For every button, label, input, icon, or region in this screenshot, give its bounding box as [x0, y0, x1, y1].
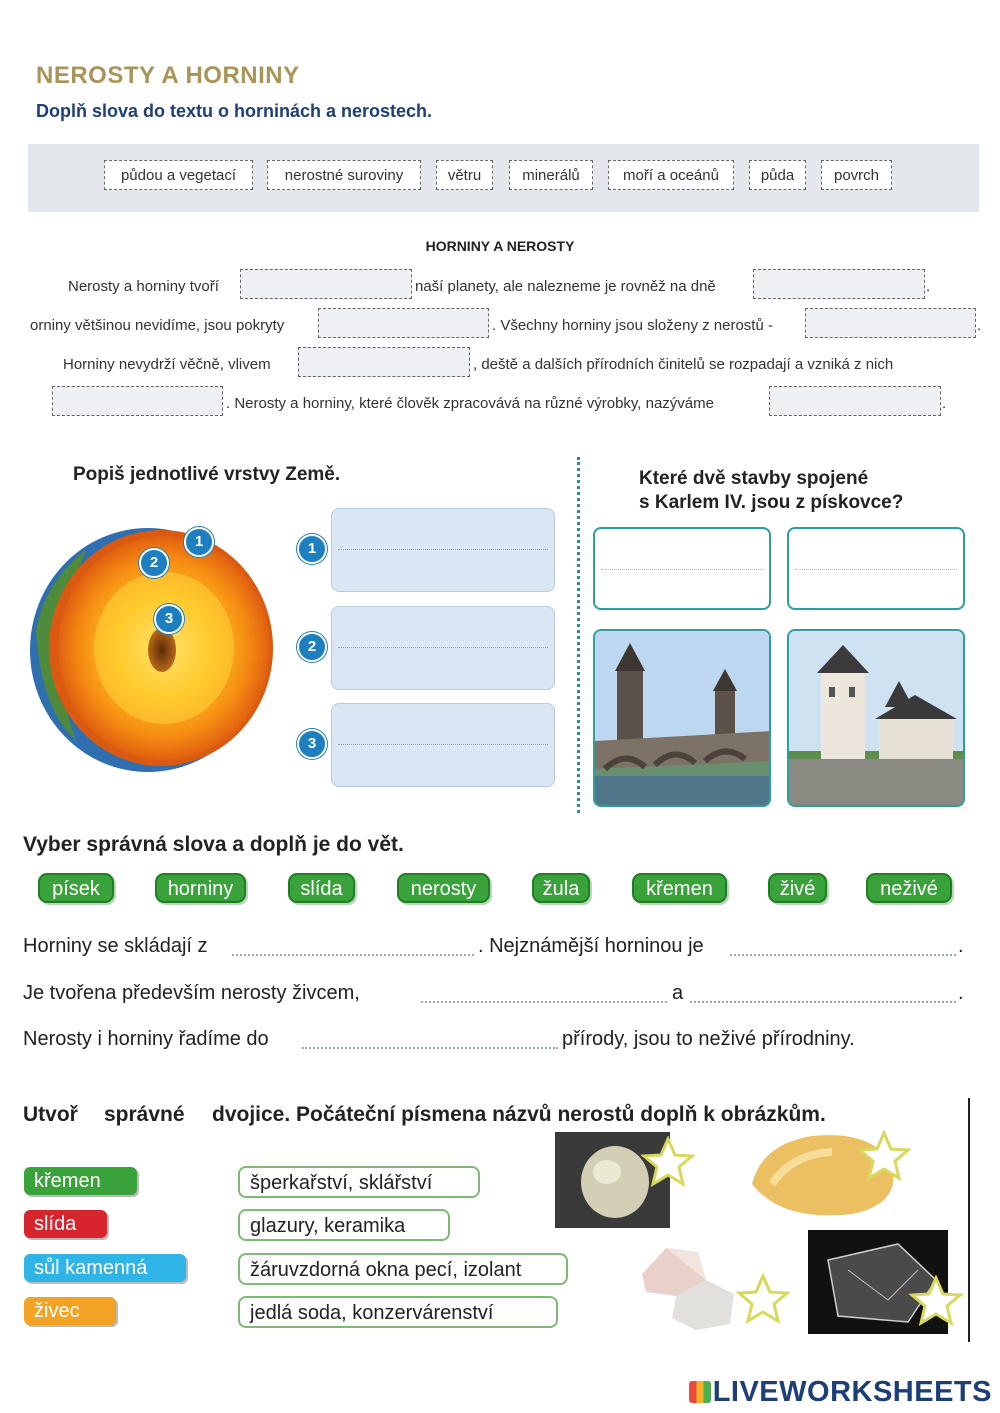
mineral-chip-slida[interactable]: slída: [24, 1210, 107, 1238]
use-chip-1[interactable]: šperkařství, sklářství: [238, 1166, 480, 1198]
page-title: NEROSTY A HORNINY: [36, 62, 300, 89]
pairs-heading-c: dvojice. Počáteční písmena názvů nerostů doplň k obrázkům.: [212, 1103, 826, 1126]
text-fragment: orniny většinou nevidíme, jsou pokryty: [30, 317, 285, 334]
rock-salt-image: [636, 1234, 746, 1334]
word-chip[interactable]: povrch: [821, 160, 892, 190]
word-chip-zive[interactable]: živé: [768, 873, 827, 903]
word-chip[interactable]: minerálů: [509, 160, 593, 190]
sentence-fragment: Je tvořena především nerosty živcem,: [23, 982, 360, 1004]
answer-badge-1: 1: [297, 534, 327, 564]
pairs-heading-b: správné: [104, 1103, 185, 1126]
word-chip-nerosty[interactable]: nerosty: [397, 873, 490, 903]
stavby-heading-line1: Které dvě stavby spojené: [639, 468, 869, 489]
fill-heading: Vyber správná slova a doplň je do vět.: [23, 833, 404, 856]
word-chip-pisek[interactable]: písek: [38, 873, 114, 903]
star-target-icon[interactable]: [908, 1275, 964, 1327]
word-chip[interactable]: půda: [749, 160, 806, 190]
fill-blank[interactable]: [421, 1001, 667, 1003]
star-target-icon[interactable]: [735, 1273, 791, 1325]
page-subtitle: Doplň slova do textu o horninách a nerostech.: [36, 101, 433, 121]
mineral-chip-zivec[interactable]: živec: [24, 1297, 116, 1325]
pairs-heading-a: Utvoř: [23, 1103, 78, 1126]
text-fragment: . Všechny horniny jsou složeny z nerostů -: [492, 317, 773, 334]
drop-blank[interactable]: [805, 308, 976, 338]
layer-answer-1[interactable]: [331, 508, 555, 592]
section-heading: HORNINY A NEROSTY: [425, 238, 575, 254]
word-chip[interactable]: větru: [436, 160, 493, 190]
stavby-heading-line2: s Karlem IV. jsou z pískovce?: [639, 492, 904, 513]
stavba-answer-2[interactable]: [787, 527, 965, 610]
sentence-fragment: přírody, jsou to neživé přírodniny.: [562, 1028, 855, 1050]
word-chip-slida[interactable]: slída: [288, 873, 355, 903]
word-bank: [28, 144, 979, 212]
stavby-heading: [639, 467, 903, 515]
word-chip-horniny[interactable]: horniny: [155, 873, 246, 903]
text-fragment: .: [942, 395, 947, 412]
word-chip-nezive[interactable]: neživé: [866, 873, 952, 903]
sentence-fragment: .: [958, 982, 964, 1004]
drop-blank[interactable]: [52, 386, 223, 416]
star-target-icon[interactable]: [640, 1136, 696, 1188]
mineral-chip-sul[interactable]: sůl kamenná: [24, 1254, 186, 1282]
star-target-icon[interactable]: [856, 1130, 912, 1182]
fill-blank[interactable]: [730, 954, 956, 956]
word-chip-kremen[interactable]: křemen: [632, 873, 727, 903]
text-fragment: Nerosty a horniny tvoří: [68, 278, 219, 295]
use-chip-4[interactable]: jedlá soda, konzervárenství: [238, 1296, 558, 1328]
column-divider: [577, 457, 580, 813]
use-chip-3[interactable]: žáruvzdorná okna pecí, izolant: [238, 1253, 568, 1285]
liveworksheets-logo: [689, 1376, 992, 1409]
drop-blank[interactable]: [298, 347, 470, 377]
layer-badge-2: 2: [139, 548, 169, 578]
text-fragment: . Nerosty a horniny, které člověk zpracovává na různé výrobky, nazýváme: [226, 395, 714, 412]
sentence-fragment: Horniny se skládají z: [23, 935, 208, 957]
logo-icon: [689, 1381, 711, 1403]
text-fragment: , deště a dalších přírodních činitelů se rozpadají a vzniká z nich: [473, 356, 894, 373]
layer-badge-1: 1: [184, 527, 214, 557]
drop-blank[interactable]: [318, 308, 489, 338]
logo-text: LIVEWORKSHEETS: [712, 1376, 992, 1408]
layer-answer-2[interactable]: [331, 606, 555, 690]
charles-bridge-photo: [593, 629, 771, 807]
page-edge-line: [968, 1098, 970, 1342]
word-chip[interactable]: půdou a vegetací: [104, 160, 253, 190]
text-fragment: naší planety, ale nalezneme je rovněž na dně: [415, 278, 716, 295]
drop-blank[interactable]: [240, 269, 412, 299]
mineral-chip-kremen[interactable]: křemen: [24, 1167, 137, 1195]
drop-blank[interactable]: [769, 386, 941, 416]
text-fragment: .: [926, 278, 931, 295]
fill-blank[interactable]: [690, 1001, 956, 1003]
use-chip-2[interactable]: glazury, keramika: [238, 1209, 450, 1241]
word-chip[interactable]: moří a oceánů: [608, 160, 734, 190]
layer-answer-3[interactable]: [331, 703, 555, 787]
fill-blank[interactable]: [232, 954, 474, 956]
layer-badge-3: 3: [154, 604, 184, 634]
stavba-answer-1[interactable]: [593, 527, 771, 610]
text-fragment: .: [977, 317, 982, 334]
sentence-fragment: Nerosty i horniny řadíme do: [23, 1028, 269, 1050]
sentence-fragment: .: [958, 935, 964, 957]
karlstejn-castle-photo: [787, 629, 965, 807]
sentence-fragment: . Nejznámější horninou je: [478, 935, 704, 957]
drop-blank[interactable]: [753, 269, 925, 299]
sentence-fragment: a: [672, 982, 684, 1004]
answer-badge-3: 3: [297, 729, 327, 759]
text-fragment: Horniny nevydrží věčně, vlivem: [63, 356, 271, 373]
answer-badge-2: 2: [297, 632, 327, 662]
earth-heading: Popiš jednotlivé vrstvy Země.: [73, 464, 341, 485]
fill-blank[interactable]: [302, 1047, 558, 1049]
word-chip[interactable]: nerostné suroviny: [267, 160, 421, 190]
word-chip-zula[interactable]: žula: [532, 873, 590, 903]
